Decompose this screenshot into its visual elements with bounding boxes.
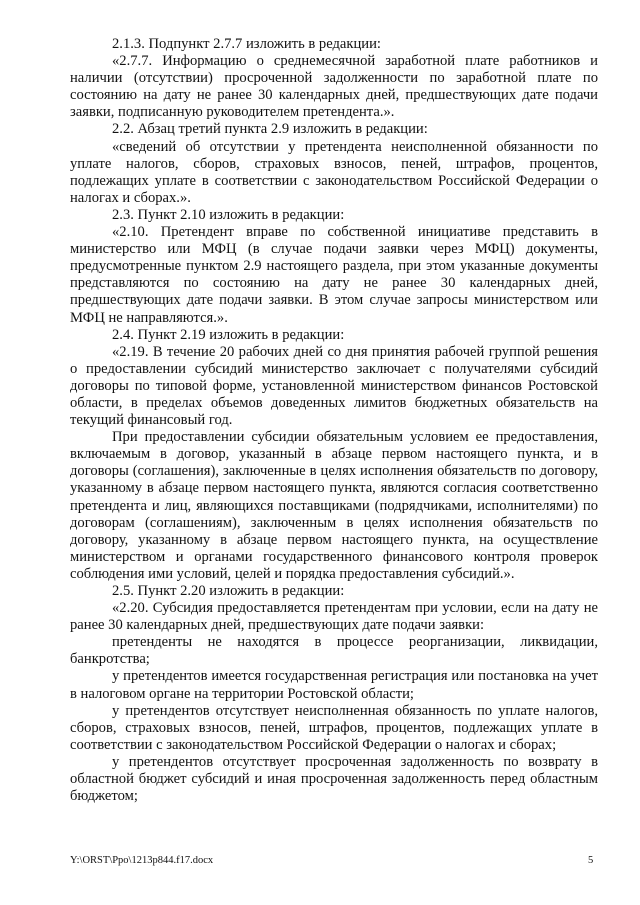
paragraph-condition-registration: у претендентов имеется государственная регистрация или постановка на учет в налоговом органе на территории Ростовской области; — [70, 668, 598, 702]
paragraph-condition-debt: у претендентов отсутствует просроченная задолженность по возврату в областной бюджет субсидий и иная просроченная задолженность перед областным бюджетом; — [70, 753, 598, 805]
footer-page-number: 5 — [588, 855, 594, 866]
paragraph-2-1-3-heading: 2.1.3. Подпункт 2.7.7 изложить в редакции: — [112, 36, 381, 52]
paragraph-2-7-7-text: «2.7.7. Информацию о среднемесячной заработной плате работников и наличии (отсутствии) просроченной задолженности по заработной плате по состоянию на дату не ранее 30 календарных дней, предшествующих дате подачи заявки, подписанную руководителем претендента.». — [70, 53, 598, 121]
paragraph-2-5-heading: 2.5. Пункт 2.20 изложить в редакции: — [112, 583, 345, 599]
footer-file-path: Y:\ORST\Ppo\1213p844.f17.docx — [70, 855, 214, 866]
paragraph-2-19-condition: При предоставлении субсидии обязательным условием ее предоставления, включаемым в договор, указанный в абзаце первом настоящего пункта, и в договоры (соглашения), заключенные в целях исполнения обязательств по договору, указанному в абзаце первом настоящего пункта, являются согласия соответственно претендента и лиц, являющихся поставщиками (подрядчиками, исполнителями) по договорам (соглашениям), заключенным в целях исполнения обязательств по договору, указанному в абзаце первом настоящего пункта, на осуществление министерством и органами государственного финансового контроля проверок соблюдения ими условий, целей и порядка предоставления субсидий.». — [70, 429, 598, 582]
paragraph-2-19-text: «2.19. В течение 20 рабочих дней со дня принятия рабочей группой решения о предоставлении субсидий министерство заключает с получателями субсидий договоры по типовой форме, установленной министерством финансов Ростовской области, в пределах объемов доведенных лимитов бюджетных обязательств на текущий финансовый год. — [70, 343, 598, 429]
paragraph-2-2-heading: 2.2. Абзац третий пункта 2.9 изложить в редакции: — [112, 121, 428, 138]
paragraph-2-20-text: «2.20. Субсидия предоставляется претендентам при условии, если на дату не ранее 30 календарных дней, предшествующих дате подачи заявки: — [70, 600, 598, 634]
document-body — [70, 36, 598, 805]
paragraph-condition-taxes: у претендентов отсутствует неисполненная обязанность по уплате налогов, сборов, страховых взносов, пеней, штрафов, процентов, подлежащих уплате в соответствии с законодательством Российской Федерации о налогах и сборах; — [70, 702, 598, 753]
paragraph-condition-reorganization: претенденты не находятся в процессе реорганизации, ликвидации, банкротства; — [70, 634, 598, 668]
paragraph-2-9-text: «сведений об отсутствии у претендента неисполненной обязанности по уплате налогов, сборов, страховых взносов, пеней, штрафов, процентов, подлежащих уплате в соответствии с законодательством Российской Федерации о налогах и сборах.». — [70, 138, 598, 206]
paragraph-2-10-text: «2.10. Претендент вправе по собственной инициативе представить в министерство или МФЦ (в случае подачи заявки через МФЦ) документы, предусмотренные пунктом 2.9 настоящего раздела, при этом указанные документы представляются по состоянию на дату не ранее 30 календарных дней, предшествующих дате подачи заявки. В этом случае запросы министерством или МФЦ не направляются.». — [70, 224, 598, 326]
paragraph-2-4-heading: 2.4. Пункт 2.19 изложить в редакции: — [112, 326, 345, 343]
paragraph-2-3-heading: 2.3. Пункт 2.10 изложить в редакции: — [112, 206, 345, 223]
